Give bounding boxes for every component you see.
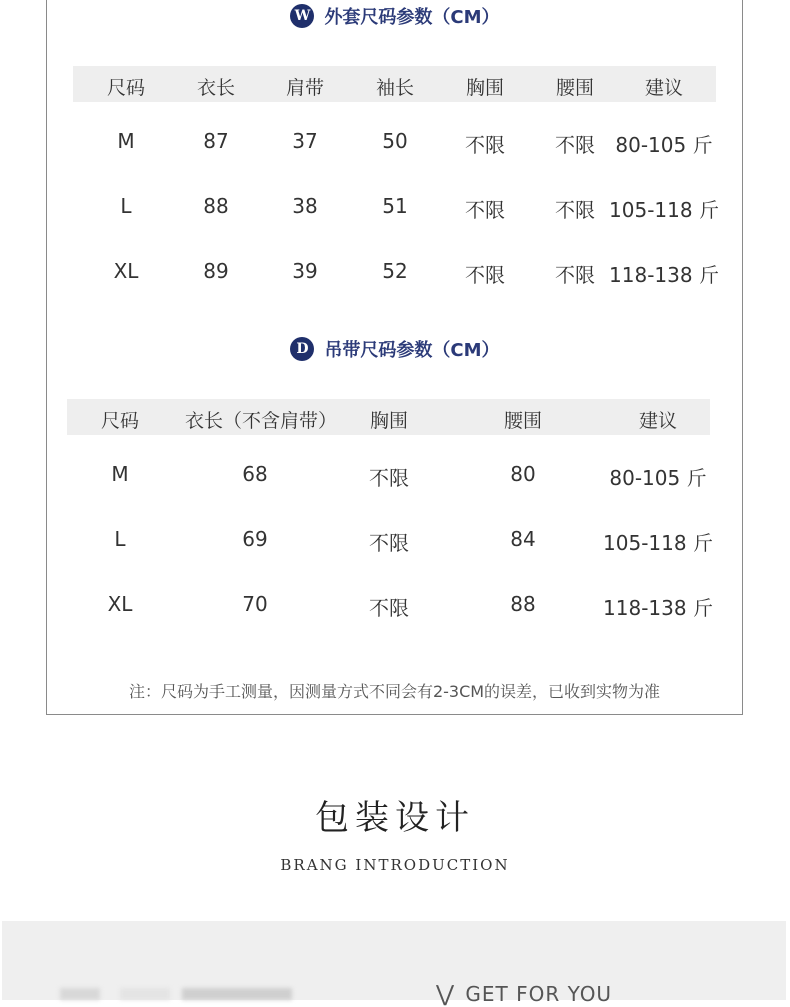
table-cell: 不限 <box>555 198 595 222</box>
table-cell: 37 <box>292 129 318 153</box>
camisole-section-title <box>0 336 790 363</box>
table-cell: XL <box>107 592 133 616</box>
table-cell: 不限 <box>555 133 595 157</box>
table-cell: 105-118 斤 <box>603 531 713 555</box>
get-for-you-tagline <box>436 982 612 1007</box>
table-cell: 50 <box>382 129 408 153</box>
table-cell: 88 <box>510 592 536 616</box>
table-cell: 52 <box>382 259 408 283</box>
table-cell: 80-105 斤 <box>615 133 713 157</box>
column-header: 腰围 <box>555 77 594 99</box>
column-header: 胸围 <box>369 410 408 432</box>
packaging-title: 包装设计 <box>315 798 475 838</box>
table-cell: 不限 <box>369 531 409 555</box>
table-cell: 39 <box>292 259 318 283</box>
column-header: 腰围 <box>503 410 542 432</box>
table-cell: 不限 <box>555 263 595 287</box>
table-cell: 不限 <box>465 198 505 222</box>
table-cell: M <box>117 129 135 153</box>
column-header: 袖长 <box>375 77 414 99</box>
table-cell: 不限 <box>465 263 505 287</box>
table-cell: 70 <box>242 592 268 616</box>
camisole-title-text: 吊带尺码参数（CM） <box>324 340 500 361</box>
table-cell: 118-138 斤 <box>603 596 713 620</box>
table-cell: 80-105 斤 <box>609 466 707 490</box>
table-cell: L <box>120 194 132 218</box>
product-thumbnail <box>182 988 292 1000</box>
table-cell: 68 <box>242 462 268 486</box>
table-cell: 87 <box>203 129 229 153</box>
table-cell: 51 <box>382 194 408 218</box>
table-cell: 38 <box>292 194 318 218</box>
column-header: 建议 <box>638 410 677 432</box>
v-logo-icon: ⋁ <box>436 982 456 1007</box>
table-cell: 80 <box>510 462 536 486</box>
table-cell: 89 <box>203 259 229 283</box>
column-header: 尺码 <box>100 410 139 432</box>
table-cell: 84 <box>510 527 536 551</box>
table-cell: 69 <box>242 527 268 551</box>
tagline-text: GET FOR YOU <box>465 982 613 1006</box>
table-cell: L <box>114 527 126 551</box>
jacket-section-title <box>0 3 790 30</box>
table-cell: 不限 <box>369 466 409 490</box>
packaging-subtitle: BRANG INTRODUCTION <box>280 856 510 874</box>
column-header: 建议 <box>644 77 683 99</box>
column-header: 胸围 <box>465 77 504 99</box>
column-header: 肩带 <box>285 77 324 99</box>
table-cell: 105-118 斤 <box>609 198 719 222</box>
column-header: 衣长（不含肩带） <box>185 410 338 432</box>
table-cell: 88 <box>203 194 229 218</box>
w-badge-icon: W <box>290 4 314 28</box>
d-badge-icon: D <box>290 337 314 361</box>
table-cell: 不限 <box>369 596 409 620</box>
table-cell: M <box>111 462 129 486</box>
column-header: 尺码 <box>106 77 145 99</box>
product-thumbnail <box>60 988 100 1000</box>
measurement-note: 注：尺码为手工测量，因测量方式不同会有2-3CM的误差，已收到实物为准 <box>128 682 661 701</box>
table-cell: 118-138 斤 <box>609 263 719 287</box>
column-header: 衣长 <box>196 77 235 99</box>
product-thumbnail <box>120 988 170 1000</box>
jacket-title-text: 外套尺码参数（CM） <box>324 7 500 28</box>
table-cell: XL <box>113 259 139 283</box>
table-cell: 不限 <box>465 133 505 157</box>
